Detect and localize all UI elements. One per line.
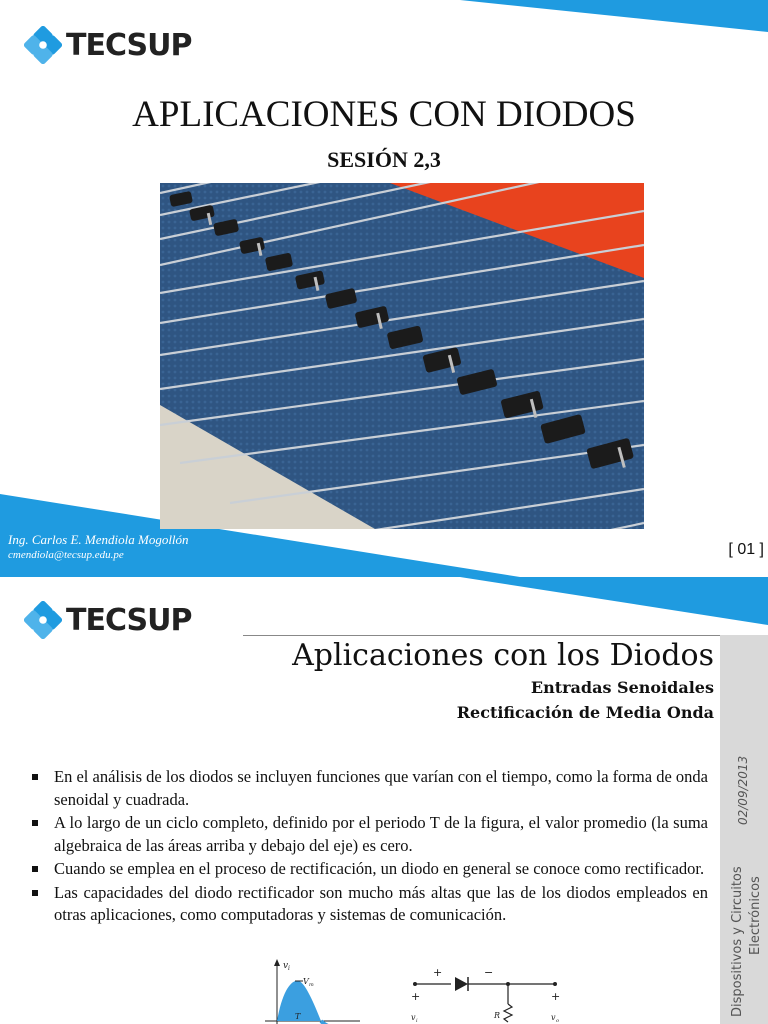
logo-text: TECSUP bbox=[66, 27, 192, 63]
logo-text: TECSUP bbox=[66, 602, 192, 638]
list-item: A lo largo de un ciclo completo, definido por el periodo T de la figura, el valor promedio (la suma algebraica de las áreas arriba y debajo del eje) es cero. bbox=[30, 812, 708, 857]
side-date: 02/09/2013 bbox=[736, 755, 750, 825]
bullet-icon bbox=[32, 890, 38, 896]
period-label: T bbox=[295, 1012, 301, 1021]
slide-subtitle-2: Rectificación de Media Onda bbox=[456, 703, 714, 722]
slide-subtitle-1: Entradas Senoidales bbox=[530, 678, 714, 697]
output-vo-subscript: o bbox=[556, 1018, 560, 1024]
page-number: [ 01 ] bbox=[728, 541, 764, 558]
diodes-image bbox=[160, 183, 644, 529]
vm-subscript: m bbox=[309, 982, 314, 988]
slide-2 bbox=[0, 577, 768, 1024]
bullet-icon bbox=[32, 820, 38, 826]
tecsup-logo bbox=[24, 26, 191, 64]
slide-title: Aplicaciones con los Diodos bbox=[292, 638, 714, 673]
output-vo-label: v bbox=[551, 1013, 556, 1022]
author-name: Ing. Carlos E. Mendiola Mogollón bbox=[8, 532, 189, 547]
diode-plus-label: + bbox=[433, 966, 443, 979]
bullet-icon bbox=[32, 866, 38, 872]
list-item: Las capacidades del diodo rectificador son mucho más altas que las de los diodos empleados en otras aplicaciones, como computadoras y sistemas de comunicación. bbox=[30, 882, 708, 927]
diodes-photo bbox=[160, 183, 644, 529]
slide-title: APLICACIONES CON DIODOS bbox=[132, 94, 636, 135]
bullet-list bbox=[30, 766, 708, 928]
output-plus-label: + bbox=[551, 990, 561, 1003]
side-course-1: Dispositivos y Circuitos bbox=[730, 866, 745, 1017]
tecsup-logo-icon bbox=[24, 26, 62, 64]
sine-waveform-figure bbox=[255, 957, 365, 1024]
list-item: En el análisis de los diodos se incluyen funciones que varían con el tiempo, como la forma de onda senoidal y cuadrada. bbox=[30, 766, 708, 811]
author-email[interactable]: cmendiola@tecsup.edu.pe bbox=[8, 549, 124, 561]
side-course-2: Electrónicos bbox=[748, 876, 763, 955]
title-separator bbox=[243, 635, 720, 636]
input-vi-label: v bbox=[411, 1013, 416, 1022]
resistor-label: R bbox=[494, 1011, 501, 1020]
list-item: Cuando se emplea en el proceso de rectificación, un diodo en general se conoce como rectificador. bbox=[30, 858, 708, 881]
tecsup-logo bbox=[24, 601, 191, 639]
vi-label: v bbox=[283, 961, 289, 971]
tecsup-logo-icon bbox=[24, 601, 62, 639]
vi-subscript: i bbox=[288, 965, 290, 972]
input-plus-label: + bbox=[411, 990, 421, 1003]
slide-subtitle: SESIÓN 2,3 bbox=[327, 147, 441, 172]
diode-minus-label: − bbox=[484, 966, 494, 979]
rectifier-circuit-figure bbox=[405, 962, 565, 1024]
bullet-icon bbox=[32, 774, 38, 780]
input-vi-subscript: i bbox=[416, 1018, 418, 1024]
vm-label: V bbox=[303, 977, 309, 986]
